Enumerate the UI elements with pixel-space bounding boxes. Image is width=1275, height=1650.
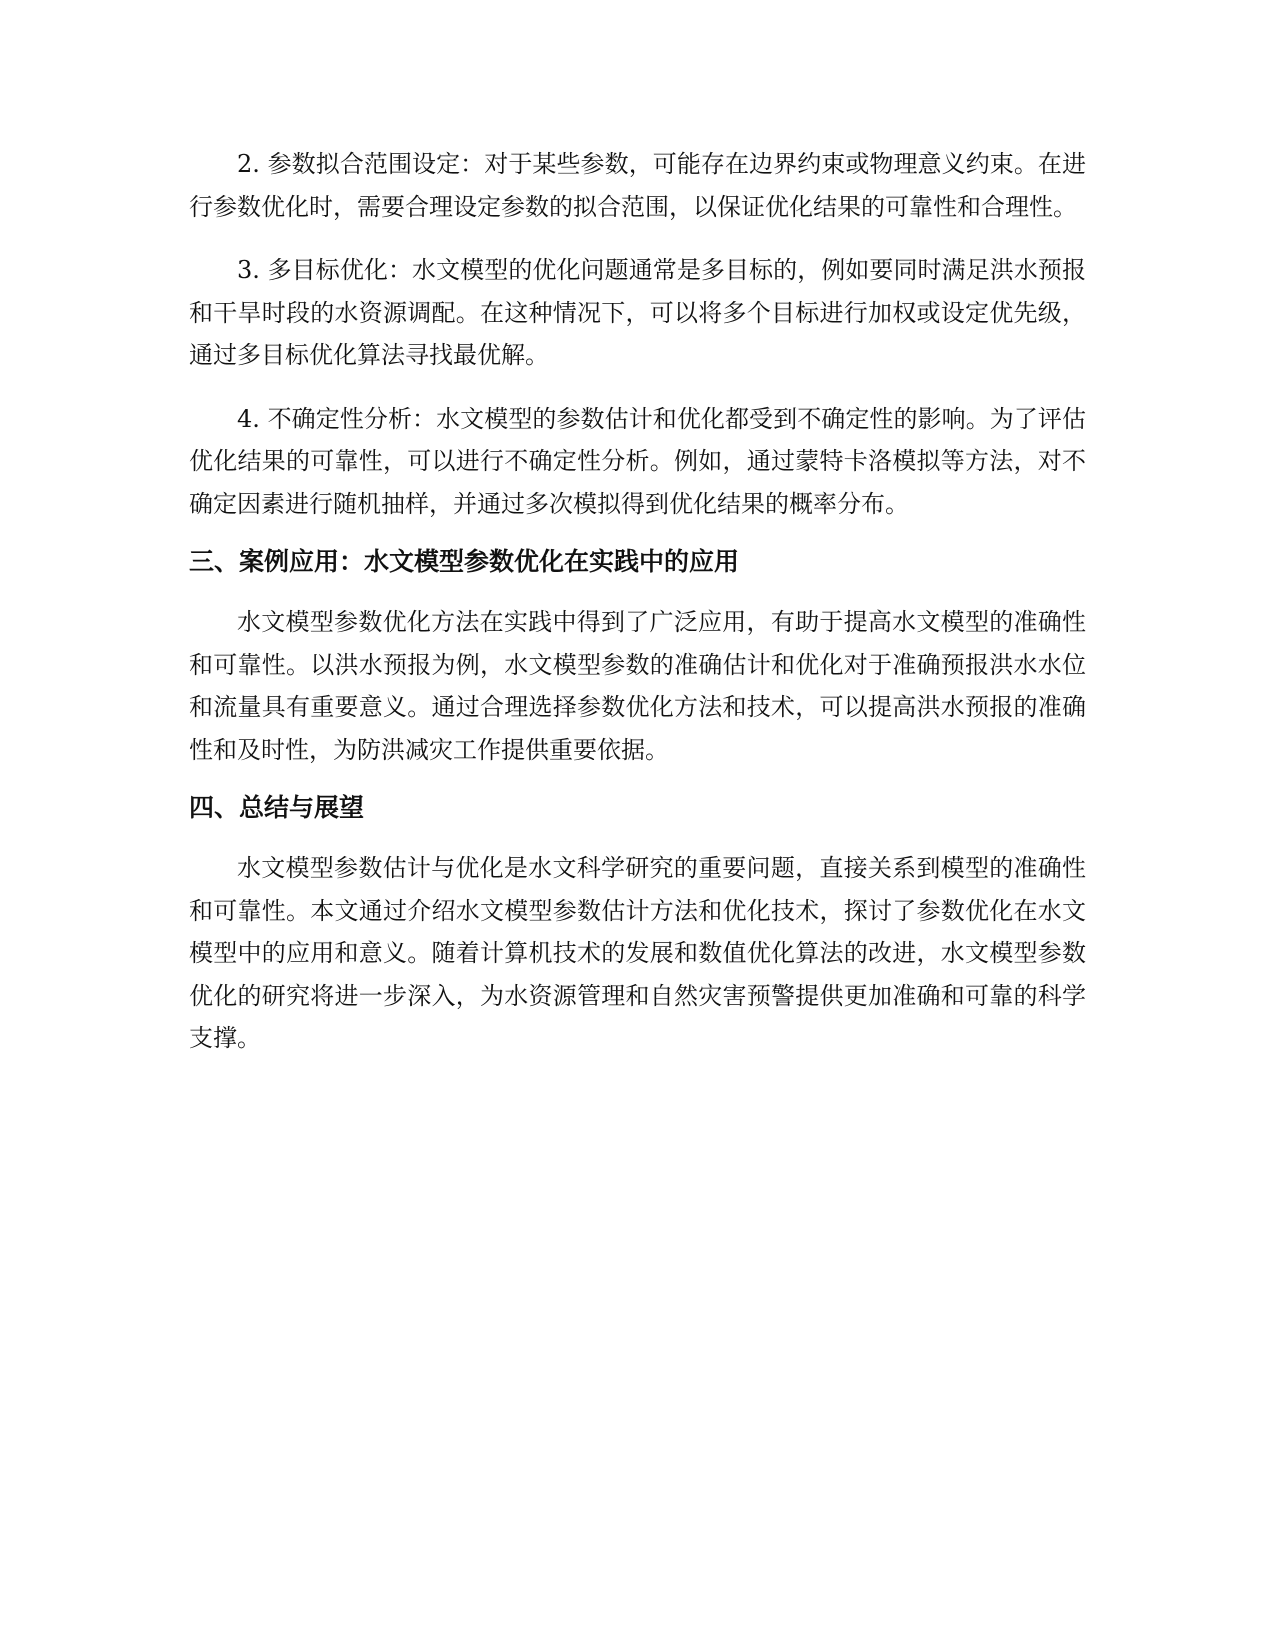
section-heading-conclusion: 四、总结与展望	[189, 793, 365, 822]
paragraph-multi-objective: 3. 多目标优化：水文模型的优化问题通常是多目标的，例如要同时满足洪水预报和干旱时段的水资源调配。在这种情况下，可以将多个目标进行加权或设定优先级，通过多目标优化算法寻找最优解。	[189, 256, 1086, 369]
document-page	[189, 143, 1086, 1060]
section-heading-case-study: 三、案例应用：水文模型参数优化在实践中的应用	[189, 547, 740, 576]
paragraph-conclusion: 水文模型参数估计与优化是水文科学研究的重要问题，直接关系到模型的准确性和可靠性。本文通过介绍水文模型参数估计方法和优化技术，探讨了参数优化在水文模型中的应用和意义。随着计算机技术的发展和数值优化算法的改进，水文模型参数优化的研究将进一步深入，为水资源管理和自然灾害预警提供更加准确和可靠的科学支撑。	[189, 854, 1086, 1052]
paragraph-fitting-range: 2. 参数拟合范围设定：对于某些参数，可能存在边界约束或物理意义约束。在进行参数优化时，需要合理设定参数的拟合范围，以保证优化结果的可靠性和合理性。	[189, 150, 1086, 221]
paragraph-uncertainty: 4. 不确定性分析：水文模型的参数估计和优化都受到不确定性的影响。为了评估优化结果的可靠性，可以进行不确定性分析。例如，通过蒙特卡洛模拟等方法，对不确定因素进行随机抽样，并通过多次模拟得到优化结果的概率分布。	[189, 404, 1086, 518]
paragraph-case-study: 水文模型参数优化方法在实践中得到了广泛应用，有助于提高水文模型的准确性和可靠性。以洪水预报为例，水文模型参数的准确估计和优化对于准确预报洪水水位和流量具有重要意义。通过合理选择参数优化方法和技术，可以提高洪水预报的准确性和及时性，为防洪减灾工作提供重要依据。	[189, 608, 1086, 764]
